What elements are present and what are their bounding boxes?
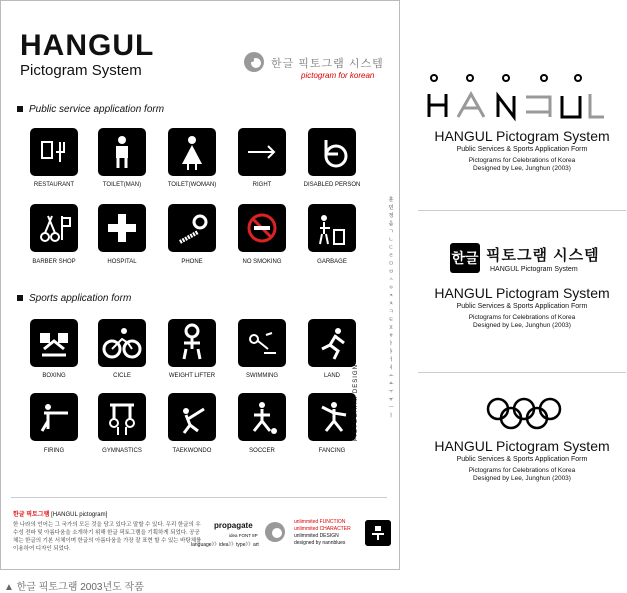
hangul-wordmark-icon	[426, 72, 606, 122]
korean-subtitle: pictogram for korean	[301, 71, 375, 80]
footer-mark-icon	[365, 520, 391, 546]
pictogram-label: FANCING	[318, 448, 346, 454]
barber-icon	[30, 204, 78, 252]
pictogram-label: TOILET(WOMAN)	[167, 182, 217, 188]
unlimited-list: unlimmited FUNCTION unlimmited CHARACTER unlimmited DESIGN designed by nannblues	[294, 519, 351, 546]
korean-title: 한글 픽토그램 시스템	[271, 58, 384, 70]
kr-logo-sub: HANGUL Pictogram System	[490, 266, 578, 273]
restaurant-icon	[30, 128, 78, 176]
pictogram-label: BOXING	[42, 373, 66, 379]
rings-logo-icon	[484, 396, 564, 430]
toilet-woman-icon	[168, 128, 216, 176]
gymnastics-icon	[98, 393, 146, 441]
shooting-icon	[30, 393, 78, 441]
boxing-icon	[30, 319, 78, 367]
footer-heading: 한글 픽토그램 [HANGUL pictogram]	[13, 512, 108, 518]
toilet-man-icon	[98, 128, 146, 176]
cycle-icon	[98, 319, 146, 367]
pictogram-label: LAND	[323, 373, 340, 379]
phone-icon	[168, 204, 216, 252]
footer-divider	[11, 497, 387, 498]
right-divider-1	[418, 210, 626, 211]
pictogram-label: RESTAURANT	[33, 182, 75, 188]
pictogram-label: BARBER SHOP	[32, 259, 76, 265]
swirl-logo-icon	[243, 51, 265, 73]
swirl-logo-small-icon	[264, 521, 286, 543]
wheelchair-icon	[308, 128, 356, 176]
pictogram-label: DISABLED PERSON	[303, 182, 361, 188]
pictogram-label: CICLE	[113, 373, 131, 379]
poster-title: HANGUL	[20, 29, 155, 62]
pictogram-label: NO SMOKING	[242, 259, 282, 265]
pictogram-label: GARBAGE	[317, 259, 347, 265]
pictogram-label: RIGHT	[252, 182, 272, 188]
caption: ▲ 한글 픽토그램 2003년도 작품	[4, 582, 144, 593]
taekwondo-icon	[168, 393, 216, 441]
fencing-icon	[308, 393, 356, 441]
hangul-kr-logo: 한글	[450, 243, 480, 273]
section-public: Public service application form	[17, 104, 164, 115]
runner-icon	[308, 319, 356, 367]
pictogram-label: TOILET(MAN)	[102, 182, 142, 188]
arrow-right-icon	[238, 128, 286, 176]
garbage-icon	[308, 204, 356, 252]
vertical-label: PICTOGRAM DESIGN	[353, 364, 359, 441]
pictogram-label: FIRING	[43, 448, 65, 454]
propagate-line: language》》idea》》type》》art	[191, 542, 259, 548]
vertical-korean-text: 훈민정음ㄱㄴㄷㄹㅁㅂㅅㅇㅈㅊㅋㅌㅍㅎㅏㅑㅓㅕㅗㅛㅜㅠㅡㅣ	[388, 197, 394, 419]
right-block-3: HANGUL Pictogram System Public Services & Sports Application Form Pictograms for Celebrations of Korea Designed by Lee, Junghun (2003)	[434, 438, 610, 482]
pictogram-label: HOSPITAL	[107, 259, 137, 265]
pictogram-label: SOCCER	[249, 448, 275, 454]
propagate-label: propagate	[214, 521, 253, 530]
soccer-icon	[238, 393, 286, 441]
poster-subtitle: Pictogram System	[20, 62, 142, 79]
footer-body: 한 나라의 언어는 그 국가의 모든 것을 담고 있다고 말할 수 있다. 우리 한글의 우수성 전파 및 아름다움을 소개하기 위해 한글 픽토그램을 기획하게 되었다. 공공체는 한글의 기본 서체이며 한글의 아름다움을 가장 잘 표현 할 수 있는 바탕체를 이용하여 디자인 되었다.	[13, 522, 202, 552]
pictogram-label: WEIGHT LIFTER	[168, 373, 216, 379]
right-block-2: HANGUL Pictogram System Public Services & Sports Application Form Pictograms for Celebrations of Korea Designed by Lee, Junghun (2003)	[434, 285, 610, 329]
swimming-icon	[238, 319, 286, 367]
section-sports: Sports application form	[17, 293, 131, 304]
no-smoking-icon	[238, 204, 286, 252]
pictogram-label: PHONE	[181, 259, 203, 265]
pictogram-label: TAEKWONDO	[172, 448, 212, 454]
weightlifter-icon	[168, 319, 216, 367]
pictogram-label: SWIMMING	[246, 373, 278, 379]
kr-logo-text: 픽토그램 시스템	[486, 247, 600, 264]
right-divider-2	[418, 372, 626, 373]
pictogram-label: GYMNASTICS	[102, 448, 142, 454]
hospital-cross-icon	[98, 204, 146, 252]
propagate-sub: idea FONT 8P	[229, 533, 258, 538]
right-block-1: HANGUL Pictogram System Public Services & Sports Application Form Pictograms for Celebrations of Korea Designed by Lee, Junghun (2003)	[434, 128, 610, 172]
